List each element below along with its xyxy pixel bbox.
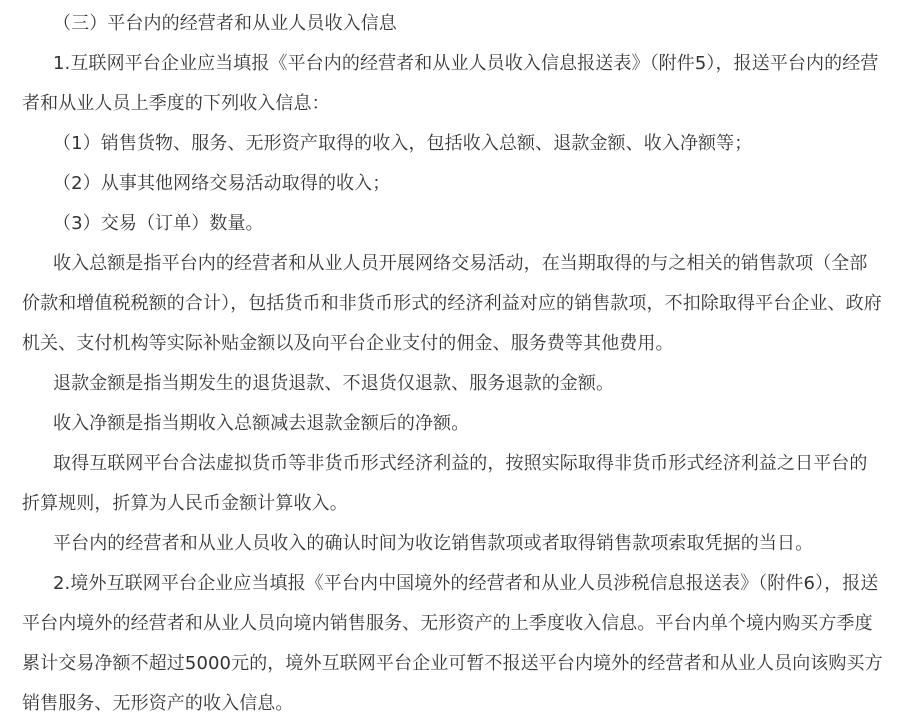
list-item-3: （3）交易（订单）数量。	[53, 213, 264, 234]
refund-definition: 退款金额是指当期发生的退货退款、不退货仅退款、服务退款的金额。	[53, 373, 615, 394]
list-item-1: （1）销售货物、服务、无形资产取得的收入，包括收入总额、退款金额、收入净额等；	[53, 133, 753, 154]
virtual-currency-rule: 取得互联网平台合法虚拟货币等非货币形式经济利益的，按照实际取得非货币形式经济利益之日平台的折算规则，折算为人民币金额计算收入。	[22, 453, 868, 514]
income-recognition-time: 平台内的经营者和从业人员收入的确认时间为收讫销售款项或者取得销售款项索取凭据的当日。	[53, 533, 814, 554]
paragraph-item-1: 1.互联网平台企业应当填报《平台内的经营者和从业人员收入信息报送表》（附件5），报送平台内的经营者和从业人员上季度的下列收入信息：	[22, 53, 879, 114]
paragraph-item-2: 2.境外互联网平台企业应当填报《平台内中国境外的经营者和从业人员涉税信息报送表》（附件6），报送平台内境外的经营者和从业人员向境内销售服务、无形资产的上季度收入信息。平台内单个境内购买方季度累计交易净额不超过5000元的，境外互联网平台企业可暂不报送平台内境外的经营者和从业人员向该购买方销售服务、无形资产的收入信息。	[22, 573, 883, 714]
income-total-definition: 收入总额是指平台内的经营者和从业人员开展网络交易活动，在当期取得的与之相关的销售款项（全部价款和增值税税额的合计），包括货币和非货币形式的经济利益对应的销售款项，不扣除取得平台企业、政府机关、支付机构等实际补贴金额以及向平台企业支付的佣金、服务费等其他费用。	[22, 253, 882, 354]
section-heading: （三）平台内的经营者和从业人员收入信息	[53, 13, 397, 34]
net-income-definition: 收入净额是指当期收入总额减去退款金额后的净额。	[53, 413, 470, 434]
list-item-2: （2）从事其他网络交易活动取得的收入；	[53, 173, 391, 194]
